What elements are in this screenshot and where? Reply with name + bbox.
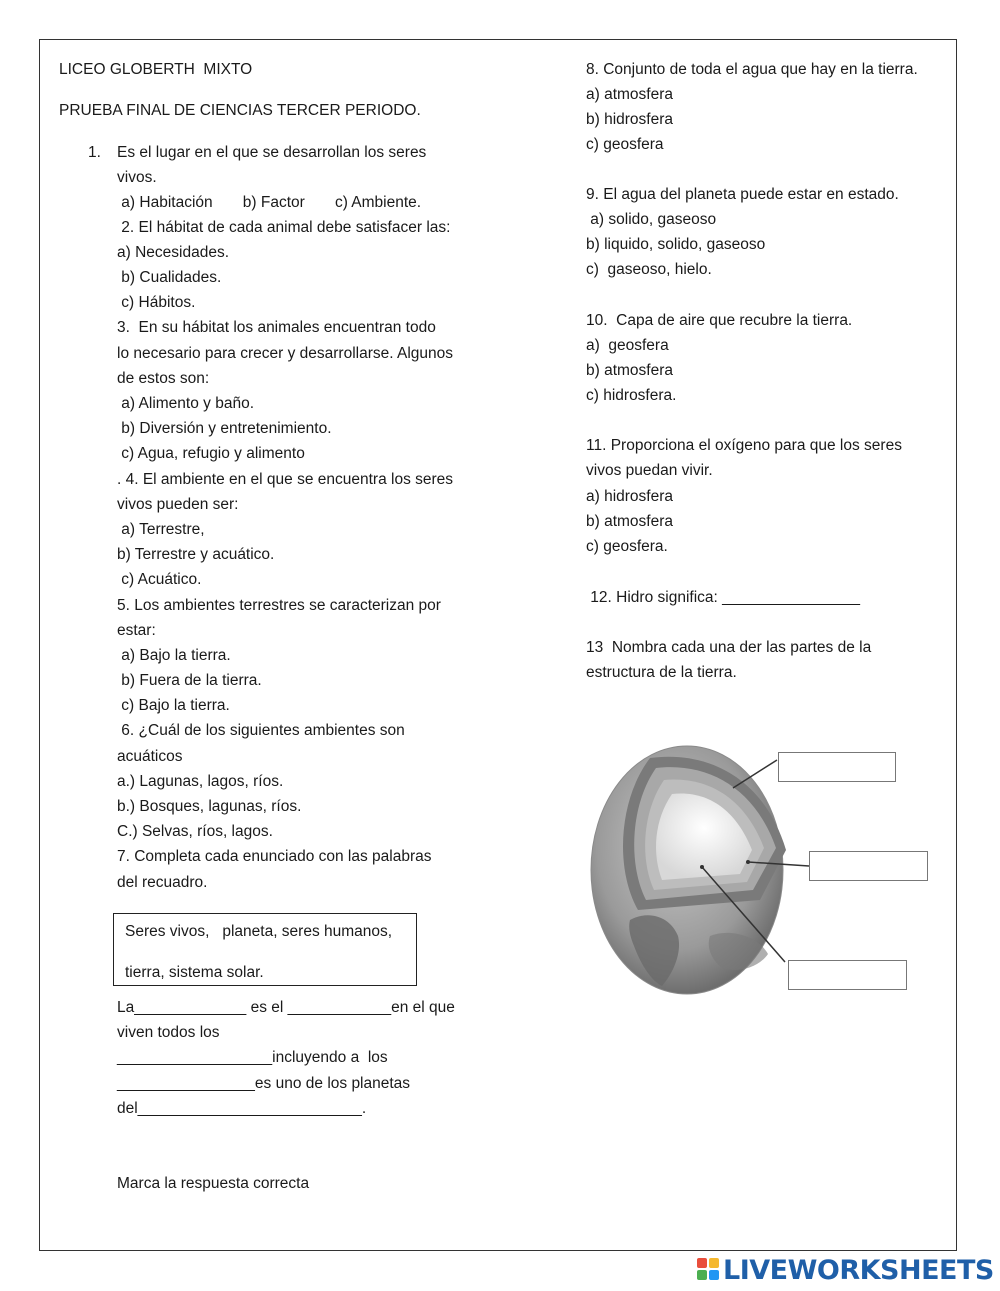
right-line: 13 Nombra cada una der las partes de la xyxy=(586,639,872,656)
right-line: c) gaseoso, hielo. xyxy=(586,261,712,278)
word-bank-line-1: Seres vivos, planeta, seres humanos, xyxy=(125,923,393,940)
right-line: b) atmosfera xyxy=(586,362,674,379)
left-line: b) Cualidades. xyxy=(117,269,222,286)
left-line: a) Bajo la tierra. xyxy=(117,647,231,664)
right-line: a) geosfera xyxy=(586,337,669,354)
left-line: a) Necesidades. xyxy=(117,244,230,261)
left-line: a) Alimento y baño. xyxy=(117,395,254,412)
left-line: 6. ¿Cuál de los siguientes ambientes son xyxy=(117,722,405,739)
left-line: 3. En su hábitat los animales encuentran todo xyxy=(117,319,436,336)
left-line: 2. El hábitat de cada animal debe satisfacer las: xyxy=(117,219,451,236)
right-line: c) hidrosfera. xyxy=(586,387,677,404)
left-line: vivos pueden ser: xyxy=(117,496,239,513)
left-line: b.) Bosques, lagunas, ríos. xyxy=(117,798,302,815)
left-line: Es el lugar en el que se desarrollan los seres xyxy=(117,144,427,161)
pointer-dot xyxy=(746,860,750,864)
right-line: vivos puedan vivir. xyxy=(586,462,713,479)
left-line: 7. Completa cada enunciado con las palabras xyxy=(117,848,432,865)
right-line: a) atmosfera xyxy=(586,86,674,103)
left-line: a) Habitación b) Factor c) Ambiente. xyxy=(117,194,422,211)
left-line: a) Terrestre, xyxy=(117,521,205,538)
left-line: de estos son: xyxy=(117,370,210,387)
school-name: LICEO GLOBERTH MIXTO xyxy=(59,61,253,78)
left-line: estar: xyxy=(117,622,156,639)
answer-box-crust[interactable] xyxy=(778,752,896,782)
instruction-text: Marca la respuesta correcta xyxy=(117,1175,310,1192)
left-line: vivos. xyxy=(117,169,157,186)
question-1-number: 1. xyxy=(88,144,101,161)
right-line: 10. Capa de aire que recubre la tierra. xyxy=(586,312,853,329)
logo-mark-icon xyxy=(697,1258,719,1280)
word-bank-line-2: tierra, sistema solar. xyxy=(125,964,264,981)
right-line: 8. Conjunto de toda el agua que hay en la tierra. xyxy=(586,61,918,78)
left-line: c) Acuático. xyxy=(117,571,202,588)
left-line: b) Fuera de la tierra. xyxy=(117,672,262,689)
right-line: 12. Hidro significa: ________________ xyxy=(586,589,861,606)
right-line: c) geosfera xyxy=(586,136,664,153)
right-line: 9. El agua del planeta puede estar en estado. xyxy=(586,186,899,203)
right-line: b) liquido, solido, gaseoso xyxy=(586,236,766,253)
pointer-dot xyxy=(700,865,704,869)
right-line: c) geosfera. xyxy=(586,538,668,555)
fill-blank-line: del__________________________. xyxy=(117,1100,367,1117)
left-line: b) Terrestre y acuático. xyxy=(117,546,275,563)
left-line: . 4. El ambiente en el que se encuentra los seres xyxy=(117,471,454,488)
left-line: del recuadro. xyxy=(117,874,208,891)
left-line: c) Bajo la tierra. xyxy=(117,697,230,714)
left-line: b) Diversión y entretenimiento. xyxy=(117,420,332,437)
left-line: acuáticos xyxy=(117,748,183,765)
right-line: a) hidrosfera xyxy=(586,488,674,505)
left-line: c) Hábitos. xyxy=(117,294,196,311)
right-line: a) solido, gaseoso xyxy=(586,211,717,228)
left-line: 5. Los ambientes terrestres se caracterizan por xyxy=(117,597,441,614)
left-line: a.) Lagunas, lagos, ríos. xyxy=(117,773,284,790)
brand-name: LIVEWORKSHEETS xyxy=(723,1255,994,1286)
answer-box-mantle[interactable] xyxy=(809,851,928,881)
fill-blank-line: ________________es uno de los planetas xyxy=(117,1075,411,1092)
left-line: lo necesario para crecer y desarrollarse. Algunos xyxy=(117,345,454,362)
fill-blank-line: La_____________ es el ____________en el que xyxy=(117,999,455,1016)
right-line: 11. Proporciona el oxígeno para que los seres xyxy=(586,437,902,454)
exam-title: PRUEBA FINAL DE CIENCIAS TERCER PERIODO. xyxy=(59,102,421,119)
right-line: estructura de la tierra. xyxy=(586,664,737,681)
fill-blank-line: viven todos los xyxy=(117,1024,220,1041)
right-line: b) atmosfera xyxy=(586,513,674,530)
left-line: c) Agua, refugio y alimento xyxy=(117,445,305,462)
left-line: C.) Selvas, ríos, lagos. xyxy=(117,823,273,840)
right-line: b) hidrosfera xyxy=(586,111,674,128)
fill-blank-line: __________________incluyendo a los xyxy=(117,1049,388,1066)
answer-box-core[interactable] xyxy=(788,960,907,990)
